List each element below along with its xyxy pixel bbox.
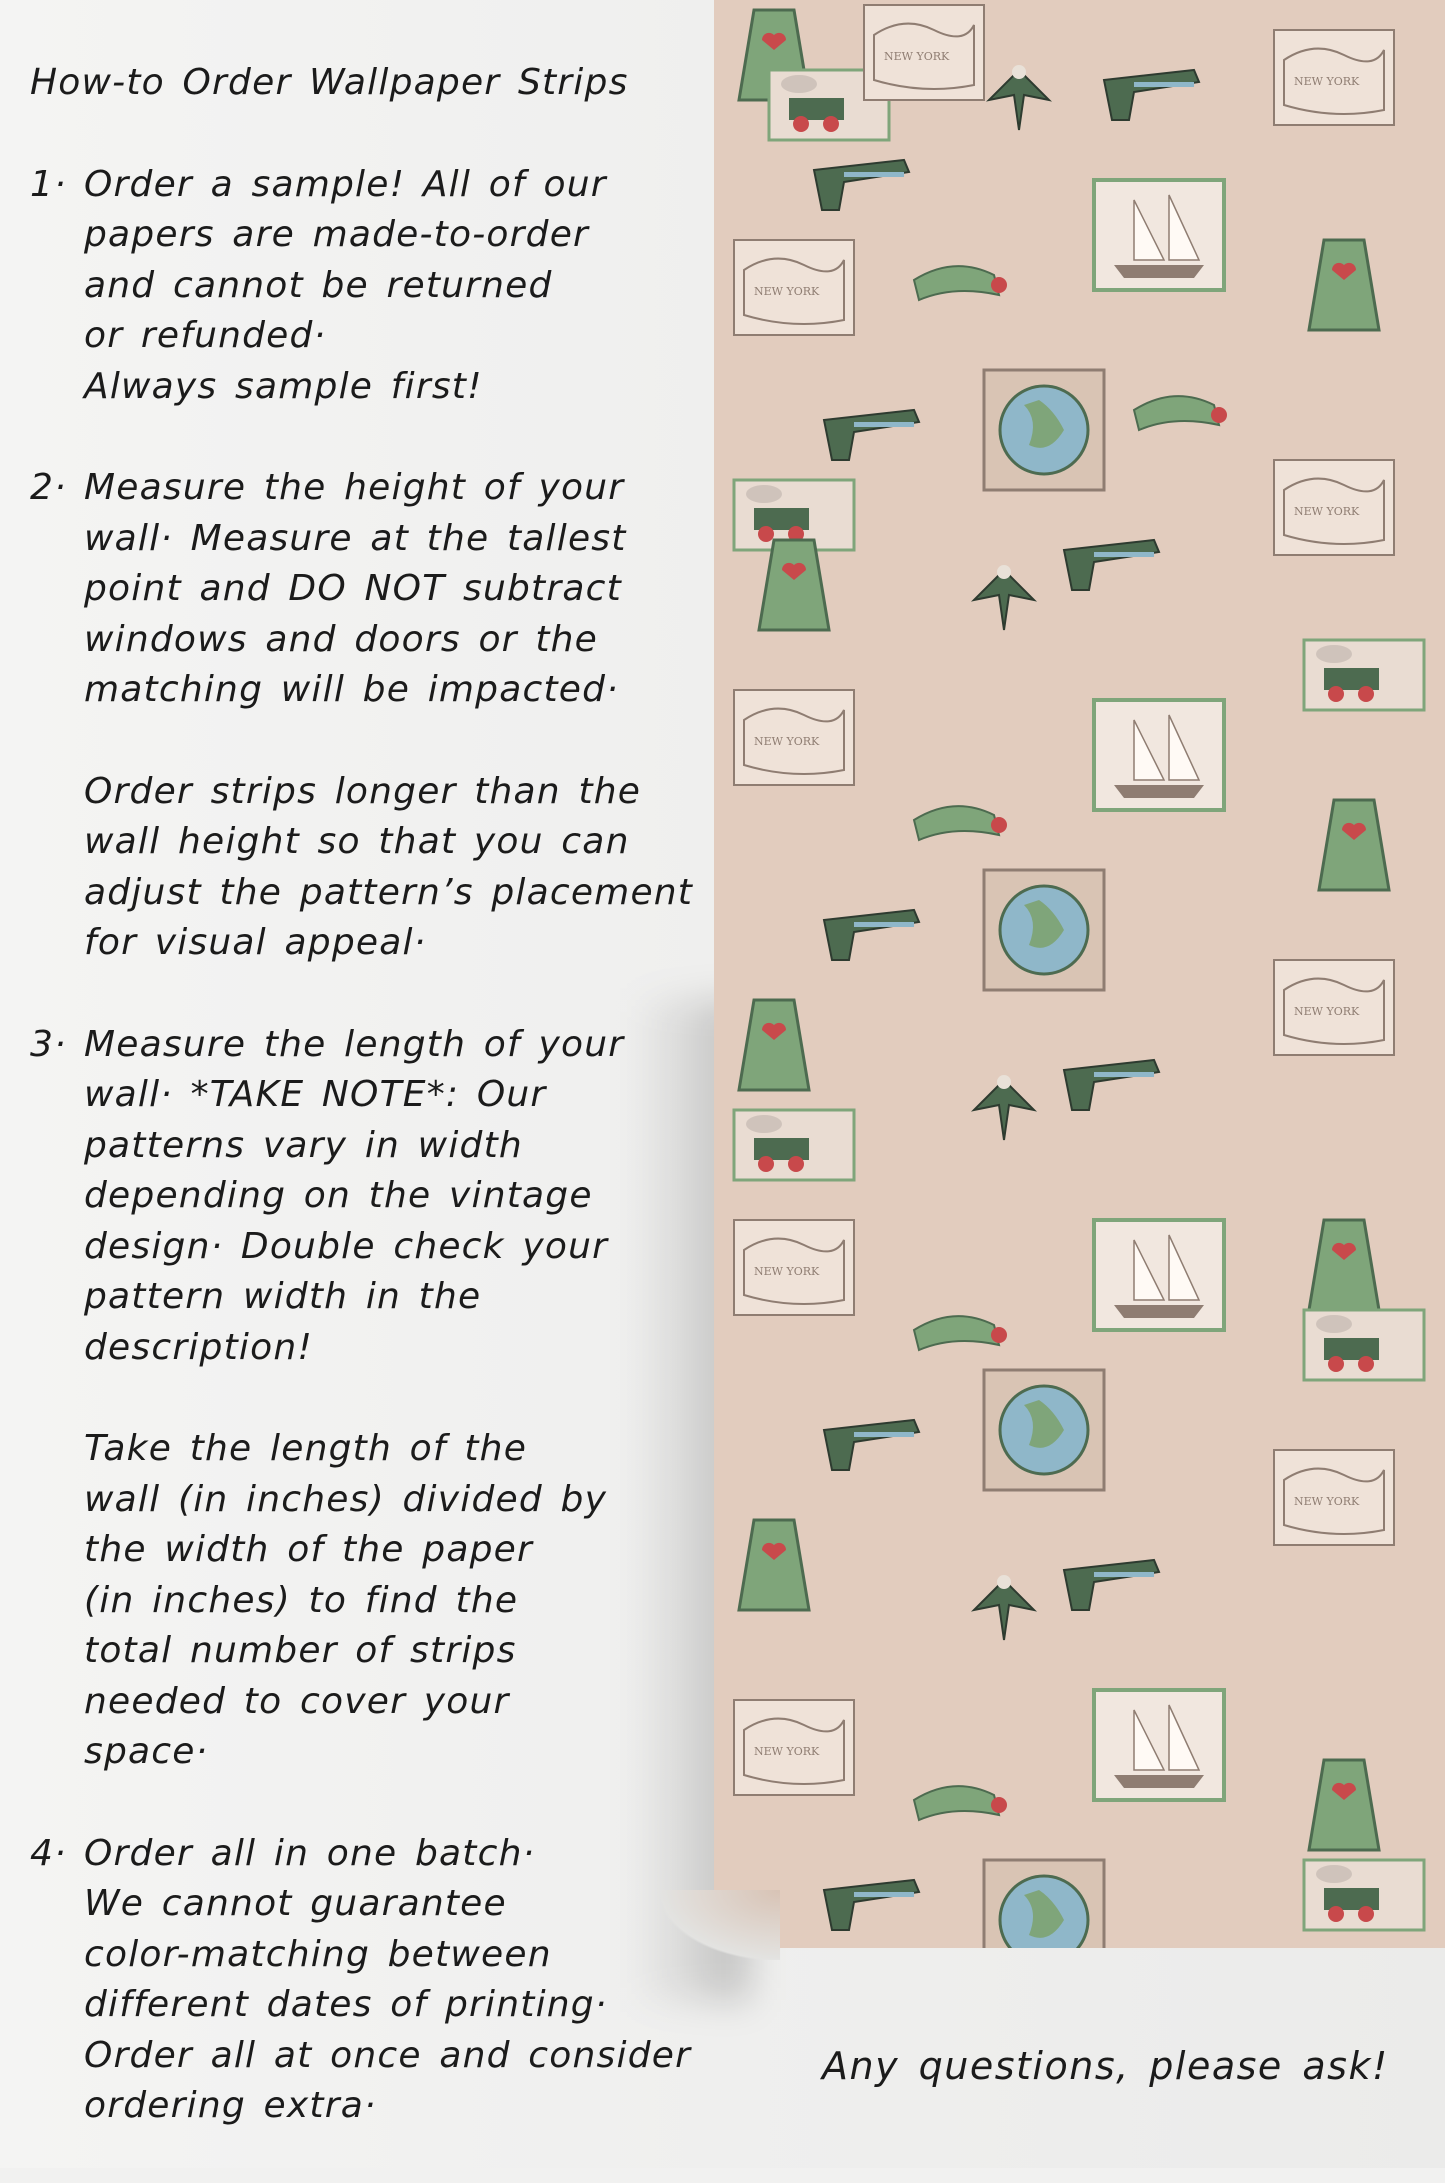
wallpaper-motif-map [1274,960,1394,1055]
closing-message: Any questions, please ask! [822,2044,1389,2088]
step-number: 2· [30,467,67,508]
wallpaper-motif-ship [1094,1690,1224,1800]
map-label: NEW YORK [1294,75,1360,88]
wallpaper-motif-map [1274,30,1394,125]
step-text: Measure the length of your wall· *TAKE NOTE*: Our patterns vary in width depending on the vintage design· Double check your pattern width in the description! [84,1023,625,1368]
wallpaper-motif-ship [1094,700,1224,810]
step-3 [30,1020,720,1778]
step-4 [30,1829,720,2132]
map-label: NEW YORK [1294,505,1360,518]
wallpaper-motif-map [734,1220,854,1315]
map-label: NEW YORK [754,1265,820,1278]
map-label: NEW YORK [1294,1005,1360,1018]
wallpaper-motif-train [1304,1310,1424,1380]
wallpaper-motif-train [734,1110,854,1180]
step-body [84,463,720,969]
wallpaper-motif-ship [1094,180,1224,290]
step-body [84,1020,720,1778]
step-number: 1· [30,163,67,205]
step-number: 4· [30,1832,67,1874]
ordering-instructions [30,58,720,2183]
wallpaper-motif-globe [984,870,1104,990]
map-label: NEW YORK [1294,1495,1360,1508]
wallpaper-pattern [714,0,1445,1948]
step-1 [30,160,720,413]
wallpaper-motif-map [1274,1450,1394,1545]
wallpaper-motif-globe [984,370,1104,490]
wallpaper-motif-train [1304,1860,1424,1930]
step-number: 3· [30,1023,67,1065]
step-note: Order strips longer than the wall height so that you can adjust the pattern’s placement for visual appeal· [84,770,694,963]
instructions-heading: How-to Order Wallpaper Strips [30,62,629,103]
step-body [84,1829,720,2132]
wallpaper-motif-map [864,5,984,100]
wallpaper-motif-map [734,690,854,785]
step-2 [30,463,720,969]
wallpaper-motif-map [734,240,854,335]
map-label: NEW YORK [754,735,820,748]
map-label: NEW YORK [884,50,950,63]
wallpaper-motif-map [734,1700,854,1795]
step-text: Measure the height of your wall· Measure at the tallest point and DO NOT subtract windows and doors or the matching will be impacted· [84,467,627,710]
step-text: Order a sample! All of our papers are made-to-order and cannot be returned or refunded· Always sample first! [84,163,607,407]
wallpaper-motif-train [1304,640,1424,710]
step-text: Order all in one batch· We cannot guarantee color-matching between different dates of printing· Order all at once and consider ordering extra· [84,1832,692,2126]
wallpaper-motif-ship [1094,1220,1224,1330]
step-note: Take the length of the wall (in inches) divided by the width of the paper (in inches) to find the total number of strips needed to cover your space· [84,1428,608,1772]
wallpaper-motif-globe [984,1370,1104,1490]
map-label: NEW YORK [754,285,820,298]
wallpaper-motif-globe [984,1860,1104,1948]
wallpaper-roll [714,0,1445,1948]
map-label: NEW YORK [754,1745,820,1758]
step-body [84,160,720,413]
wallpaper-motif-map [1274,460,1394,555]
